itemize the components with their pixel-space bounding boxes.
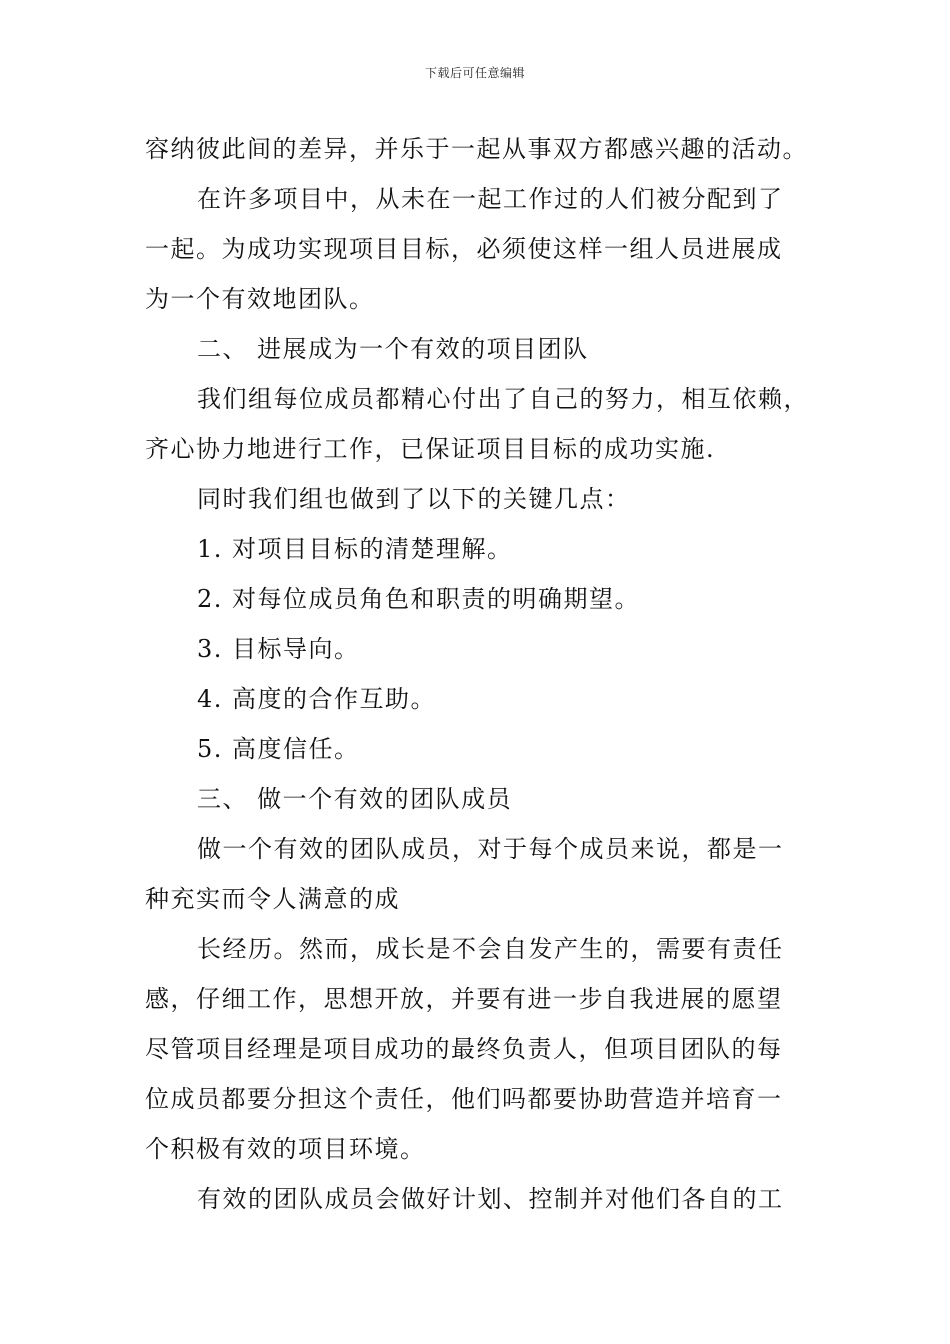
section-heading: 二、 进展成为一个有效的项目团队 [197,335,589,363]
paragraph-line: 为一个有效地团队。 [145,285,375,313]
paragraph-line: 个积极有效的项目环境。 [145,1135,426,1163]
paragraph-line: 容纳彼此间的差异，并乐于一起从事双方都感兴趣的活动。 [145,135,808,163]
page-header: 下载后可任意编辑 [424,66,525,80]
paragraph-line: 位成员都要分担这个责任，他们吗都要协助营造并培育一 [145,1085,783,1113]
paragraph-line: 一起。为成功实现项目目标，必须使这样一组人员进展成 [145,235,783,263]
list-item: 4. 高度的合作互助。 [197,685,437,713]
paragraph-line: 我们组每位成员都精心付出了自己的努力，相互依赖， [197,385,809,413]
section-heading: 三、 做一个有效的团队成员 [197,785,513,813]
paragraph-line: 感，仔细工作，思想开放，并要有进一步自我进展的愿望 [145,985,783,1013]
paragraph-line: 齐心协力地进行工作，已保证项目目标的成功实施. [145,435,716,463]
list-item: 2. 对每位成员角色和职责的明确期望。 [197,585,641,613]
list-item: 5. 高度信任。 [197,735,360,763]
paragraph-line: 长经历。然而，成长是不会自发产生的，需要有责任 [197,935,784,963]
paragraph-line: 有效的团队成员会做好计划、控制并对他们各自的工 [197,1185,784,1213]
paragraph-line: 做一个有效的团队成员，对于每个成员来说，都是一 [197,835,784,863]
list-item: 3. 目标导向。 [197,635,360,663]
list-item: 1. 对项目目标的清楚理解。 [197,535,513,563]
paragraph-line: 同时我们组也做到了以下的关键几点： [197,485,631,513]
paragraph-line: 尽管项目经理是项目成功的最终负责人，但项目团队的每 [145,1035,783,1063]
paragraph-line: 在许多项目中，从未在一起工作过的人们被分配到了 [197,185,784,213]
paragraph-line: 种充实而令人满意的成 [145,885,400,913]
